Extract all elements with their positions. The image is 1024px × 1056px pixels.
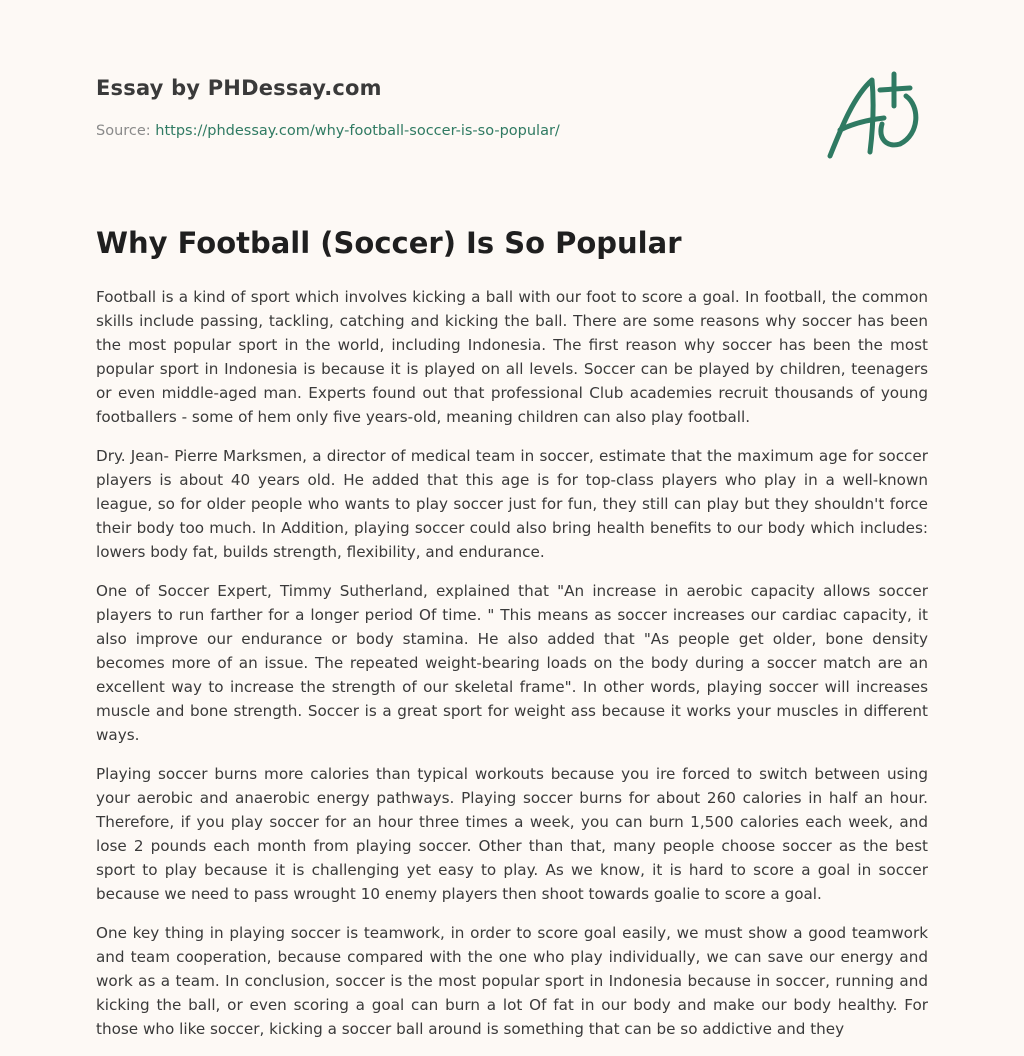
source-line [96, 123, 560, 139]
essay-paragraph: Playing soccer burns more calories than typical workouts because you ire forced to switch between using your aerobic and anaerobic energy pathways. Playing soccer burns for about 260 calories in half an hour. Therefore, if you play soccer for an hour three times a week, you can burn 1,500 calories each week, and lose 2 pounds each month from playing soccer. Other than that, many people choose soccer as the best sport to play because it is challenging yet easy to play. As we know, it is hard to score a goal in soccer because we need to pass wrought 10 enemy players then shoot towards goalie to score a goal. [96, 765, 928, 903]
source-label: Source: [96, 123, 156, 139]
essay-body [96, 285, 928, 1056]
essay-paragraph: Football is a kind of sport which involves kicking a ball with our foot to score a goal. In football, the common skills include passing, tackling, catching and kicking the ball. There are some reasons why soccer has been the most popular sport in the world, including Indonesia. The first reason why soccer has been the most popular sport in Indonesia is because it is played on all levels. Soccer can be played by children, teenagers or even middle-aged man. Experts found out that professional Club academies recruit thousands of young footballers - some of hem only five years-old, meaning children can also play football. [96, 288, 928, 426]
source-link[interactable]: https://phdessay.com/why-football-soccer-is-so-popular/ [155, 123, 560, 139]
essay-paragraph: One of Soccer Expert, Timmy Sutherland, explained that "An increase in aerobic capacity allows soccer players to run farther for a longer period Of time. " This means as soccer increases our cardiac capacity, it also improve our endurance or body stamina. He also added that "As people get older, bone density becomes more of an issue. The repeated weight-bearing loads on the body during a soccer match are an excellent way to increase the strength of our skeletal frame". In other words, playing soccer will increases muscle and bone strength. Soccer is a great sport for weight ass because it works your muscles in different ways. [96, 582, 928, 744]
essay-title: Why Football (Soccer) Is So Popular [96, 226, 682, 260]
a-plus-grade-icon [824, 68, 928, 164]
site-brand: Essay by PHDessay.com [96, 76, 382, 100]
essay-paragraph: Dry. Jean- Pierre Marksmen, a director of medical team in soccer, estimate that the maximum age for soccer players is about 40 years old. He added that this age is for top-class players who play in a well-known league, so for older people who wants to play soccer just for fun, they still can play but they shouldn't force their body too much. In Addition, playing soccer could also bring health benefits to our body which includes: lowers body fat, builds strength, flexibility, and endurance. [96, 447, 928, 561]
essay-paragraph: One key thing in playing soccer is teamwork, in order to score goal easily, we must show a good teamwork and team cooperation, because compared with the one who play individually, we can save our energy and work as a team. In conclusion, soccer is the most popular sport in Indonesia because in soccer, running and kicking the ball, or even scoring a goal can burn a lot Of fat in our body and make our body healthy. For those who like soccer, kicking a soccer ball around is something that can be so addictive and they [96, 924, 928, 1038]
